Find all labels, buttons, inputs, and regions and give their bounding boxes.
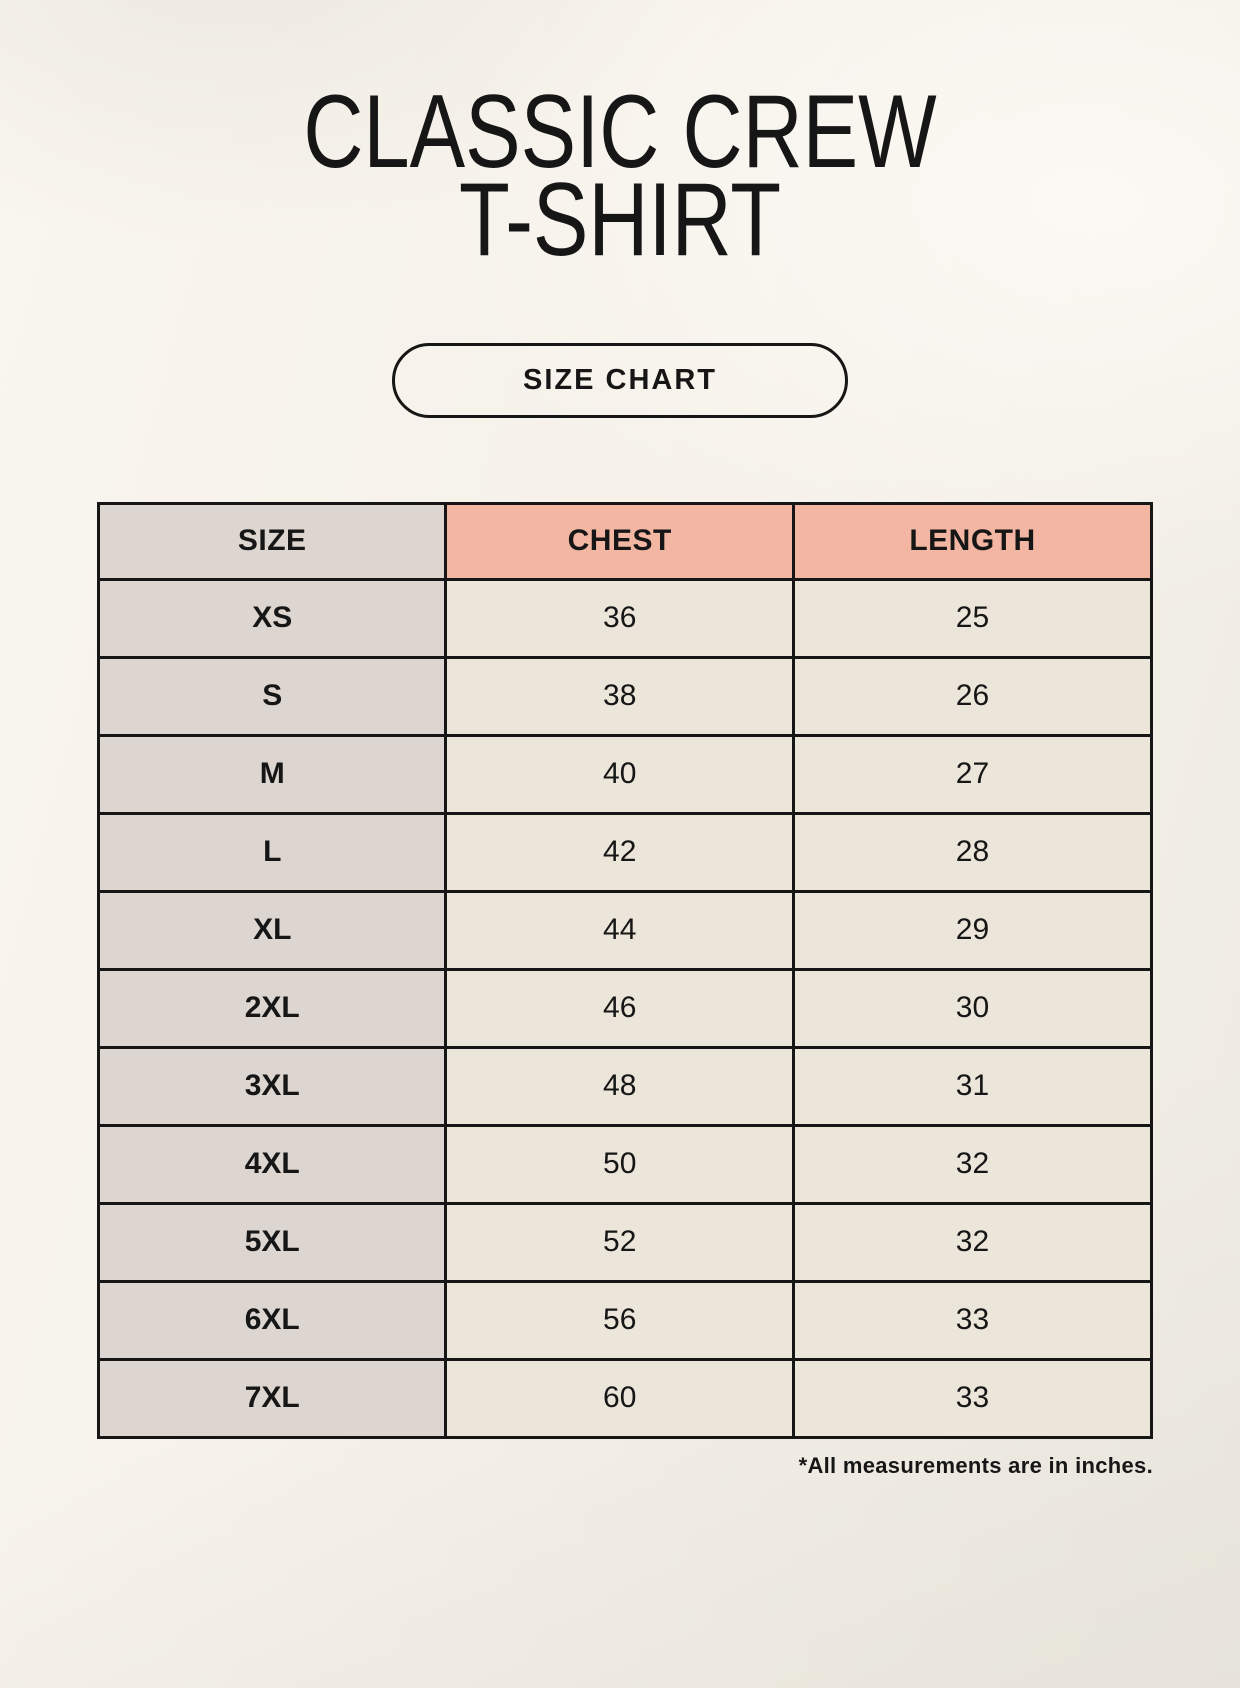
length-cell: 26 bbox=[793, 657, 1151, 735]
table-row bbox=[99, 1203, 1152, 1281]
header-row bbox=[99, 503, 1152, 579]
table-row bbox=[99, 1359, 1152, 1437]
size-cell: S bbox=[99, 657, 446, 735]
table-row bbox=[99, 735, 1152, 813]
table-row bbox=[99, 579, 1152, 657]
chest-cell: 60 bbox=[446, 1359, 793, 1437]
chest-cell: 44 bbox=[446, 891, 793, 969]
length-cell: 30 bbox=[793, 969, 1151, 1047]
size-cell: 4XL bbox=[99, 1125, 446, 1203]
length-cell: 29 bbox=[793, 891, 1151, 969]
length-cell: 32 bbox=[793, 1125, 1151, 1203]
size-cell: 7XL bbox=[99, 1359, 446, 1437]
length-cell: 33 bbox=[793, 1359, 1151, 1437]
chest-cell: 36 bbox=[446, 579, 793, 657]
size-cell: M bbox=[99, 735, 446, 813]
length-cell: 25 bbox=[793, 579, 1151, 657]
size-chart-table bbox=[97, 502, 1153, 1439]
chest-cell: 46 bbox=[446, 969, 793, 1047]
size-cell: L bbox=[99, 813, 446, 891]
table-row bbox=[99, 1125, 1152, 1203]
chest-cell: 42 bbox=[446, 813, 793, 891]
column-header-chest: CHEST bbox=[446, 503, 793, 579]
page-title bbox=[124, 74, 1116, 279]
chest-cell: 48 bbox=[446, 1047, 793, 1125]
size-chart-badge-label: SIZE CHART bbox=[523, 363, 717, 396]
chest-cell: 38 bbox=[446, 657, 793, 735]
chest-cell: 40 bbox=[446, 735, 793, 813]
length-cell: 33 bbox=[793, 1281, 1151, 1359]
length-cell: 32 bbox=[793, 1203, 1151, 1281]
table-row bbox=[99, 1047, 1152, 1125]
chest-cell: 56 bbox=[446, 1281, 793, 1359]
length-cell: 31 bbox=[793, 1047, 1151, 1125]
table-row bbox=[99, 891, 1152, 969]
size-cell: 5XL bbox=[99, 1203, 446, 1281]
table-row bbox=[99, 657, 1152, 735]
measurements-footnote: *All measurements are in inches. bbox=[798, 1452, 1153, 1478]
size-cell: XS bbox=[99, 579, 446, 657]
page-title-line1: CLASSIC CREW bbox=[303, 74, 937, 190]
size-chart-page bbox=[0, 74, 1240, 1479]
size-cell: 2XL bbox=[99, 969, 446, 1047]
length-cell: 27 bbox=[793, 735, 1151, 813]
chest-cell: 52 bbox=[446, 1203, 793, 1281]
size-chart-badge[interactable] bbox=[392, 343, 848, 418]
chest-cell: 50 bbox=[446, 1125, 793, 1203]
column-header-length: LENGTH bbox=[793, 503, 1151, 579]
size-cell: 3XL bbox=[99, 1047, 446, 1125]
size-cell: XL bbox=[99, 891, 446, 969]
table-row bbox=[99, 969, 1152, 1047]
size-cell: 6XL bbox=[99, 1281, 446, 1359]
table-row bbox=[99, 1281, 1152, 1359]
table-row bbox=[99, 813, 1152, 891]
column-header-size: SIZE bbox=[99, 503, 446, 579]
length-cell: 28 bbox=[793, 813, 1151, 891]
page-title-line2: T-SHIRT bbox=[458, 162, 782, 279]
